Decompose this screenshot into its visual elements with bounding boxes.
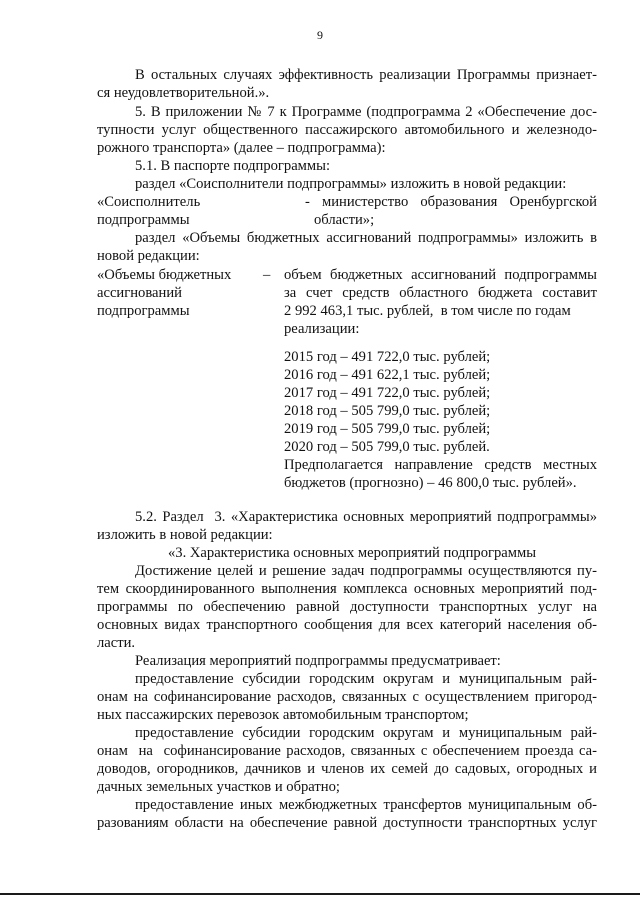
item-5-line-2: тупности услуг общественного пассажирского автомобильного и железнодо- — [97, 122, 597, 138]
budget-value-line-3: 2 992 463,1 тыс. рублей, в том числе по годам — [284, 303, 571, 319]
bullet-2-line-2: онам на софинансирование расходов, связанных с обеспечением проезда са- — [97, 743, 597, 759]
budget-label-line-2: ассигнований — [97, 285, 182, 301]
bullet-1-line-3: ных пассажирских перевозок автомобильным транспортом; — [97, 707, 469, 723]
bottom-rule — [0, 893, 640, 895]
coexecutors-value-line-2: области»; — [314, 212, 375, 228]
bullet-1-line-1: предоставление субсидии городским округам и муниципальным рай- — [135, 671, 597, 687]
budget-label-line-3: подпрограммы — [97, 303, 190, 319]
bullet-3-line-1: предоставление иных межбюджетных трансфертов муниципальным об- — [135, 797, 597, 813]
budget-year-2018: 2018 год – 505 799,0 тыс. рублей; — [284, 403, 491, 419]
coexecutors-intro: раздел «Соисполнители подпрограммы» изложить в новой редакции: — [135, 176, 567, 192]
budget-year-2020: 2020 год – 505 799,0 тыс. рублей. — [284, 439, 490, 455]
page-number: 9 — [317, 28, 323, 42]
budget-year-2016: 2016 год – 491 622,1 тыс. рублей; — [284, 367, 491, 383]
bullet-1-line-2: онам на софинансирование расходов, связанных с осуществлением пригород- — [97, 689, 597, 705]
implementation-intro: Реализация мероприятий подпрограммы предусматривает: — [135, 653, 501, 669]
goals-line-4: основных видах транспортного сообщения для всех категорий населения об- — [97, 617, 597, 633]
budget-year-2017: 2017 год – 491 722,0 тыс. рублей; — [284, 385, 491, 401]
item-5-line-3: рожного транспорта» (далее – подпрограмма): — [97, 140, 386, 156]
goals-line-1: Достижение целей и решение задач подпрограммы осуществляются пу- — [135, 563, 597, 579]
goals-line-3: программы по обеспечению равной доступности транспортных услуг на — [97, 599, 597, 615]
budget-dash: – — [263, 267, 271, 283]
coexecutors-value-line-1: - министерство образования Оренбургской — [305, 194, 597, 210]
paragraph-1-line-1: В остальных случаях эффективность реализации Программы признает- — [135, 67, 597, 83]
bullet-2-line-1: предоставление субсидии городским округам и муниципальным рай- — [135, 725, 597, 741]
goals-line-2: тем скоординированного выполнения комплекса основных мероприятий под- — [97, 581, 597, 597]
bullet-2-line-4: дачных земельных участков и обратно; — [97, 779, 340, 795]
budget-value-line-1: объем бюджетных ассигнований подпрограммы — [284, 267, 597, 283]
budget-year-2019: 2019 год – 505 799,0 тыс. рублей; — [284, 421, 491, 437]
budget-local-line-1: Предполагается направление средств местных — [284, 457, 597, 473]
budget-intro-line-2: новой редакции: — [97, 248, 200, 264]
item-5-2-line-1: 5.2. Раздел 3. «Характеристика основных мероприятий подпрограммы» — [135, 509, 597, 525]
budget-label-line-1: «Объемы бюджетных — [97, 267, 232, 283]
coexecutors-label-line-2: подпрограммы — [97, 212, 190, 228]
budget-value-line-2: за счет средств областного бюджета составит — [284, 285, 597, 301]
bullet-3-line-2: разованиям области на обеспечение равной доступности транспортных услуг — [97, 815, 597, 831]
item-5-line-1: 5. В приложении № 7 к Программе (подпрограмма 2 «Обеспечение дос- — [135, 104, 597, 120]
budget-local-line-2: бюджетов (прогнозно) – 46 800,0 тыс. рублей». — [284, 475, 577, 491]
budget-intro-line-1: раздел «Объемы бюджетных ассигнований подпрограммы» изложить в — [135, 230, 597, 246]
budget-year-2015: 2015 год – 491 722,0 тыс. рублей; — [284, 349, 491, 365]
coexecutors-label-line-1: «Соисполнитель — [97, 194, 201, 210]
bullet-2-line-3: доводов, огородников, дачников и членов их семей до садовых, огородных и — [97, 761, 597, 777]
item-5-2-line-2: изложить в новой редакции: — [97, 527, 273, 543]
paragraph-1-line-2: ся неудовлетворительной.». — [97, 85, 270, 101]
section-heading: «3. Характеристика основных мероприятий подпрограммы — [168, 545, 537, 561]
item-5-1: 5.1. В паспорте подпрограммы: — [135, 158, 331, 174]
budget-value-line-4: реализации: — [284, 321, 360, 337]
goals-line-5: ласти. — [97, 635, 136, 651]
